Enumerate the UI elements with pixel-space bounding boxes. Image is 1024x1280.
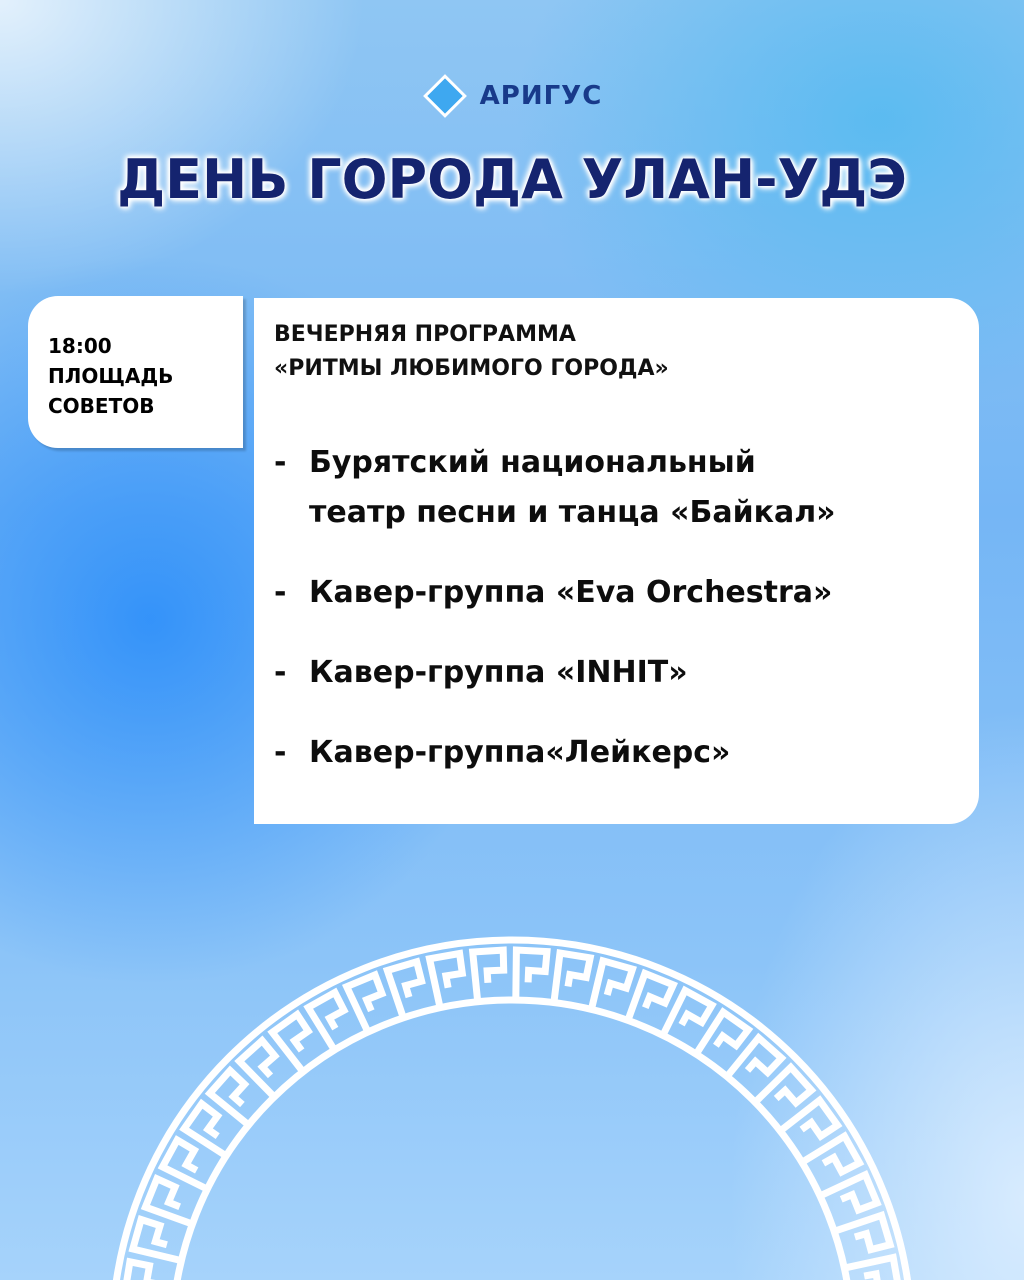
bullet-dash: - xyxy=(274,735,287,770)
bullet-dash: - xyxy=(274,575,287,610)
performer-line1: Кавер-группа «INHIT» xyxy=(309,655,688,690)
performer-line1: Кавер-группа«Лейкерс» xyxy=(309,735,731,770)
performer-line1: Кавер-группа «Eva Orchestra» xyxy=(309,575,833,610)
page-title: ДЕНЬ ГОРОДА УЛАН-УДЭ xyxy=(117,148,907,211)
performer-line2: театр песни и танца «Байкал» xyxy=(309,495,836,530)
bullet-dash: - xyxy=(274,445,287,480)
event-place-line1: ПЛОЩАДЬ xyxy=(48,364,174,388)
event-time: 18:00 xyxy=(48,334,112,358)
brand-name: АРИГУС xyxy=(479,81,603,111)
bullet-dash: - xyxy=(274,655,287,690)
performer-line1: Бурятский национальный xyxy=(309,445,756,480)
event-place-line2: СОВЕТОВ xyxy=(48,394,155,418)
program-title-line2: «РИТМЫ ЛЮБИМОГО ГОРОДА» xyxy=(274,356,669,381)
program-title-line1: ВЕЧЕРНЯЯ ПРОГРАММА xyxy=(274,322,576,347)
